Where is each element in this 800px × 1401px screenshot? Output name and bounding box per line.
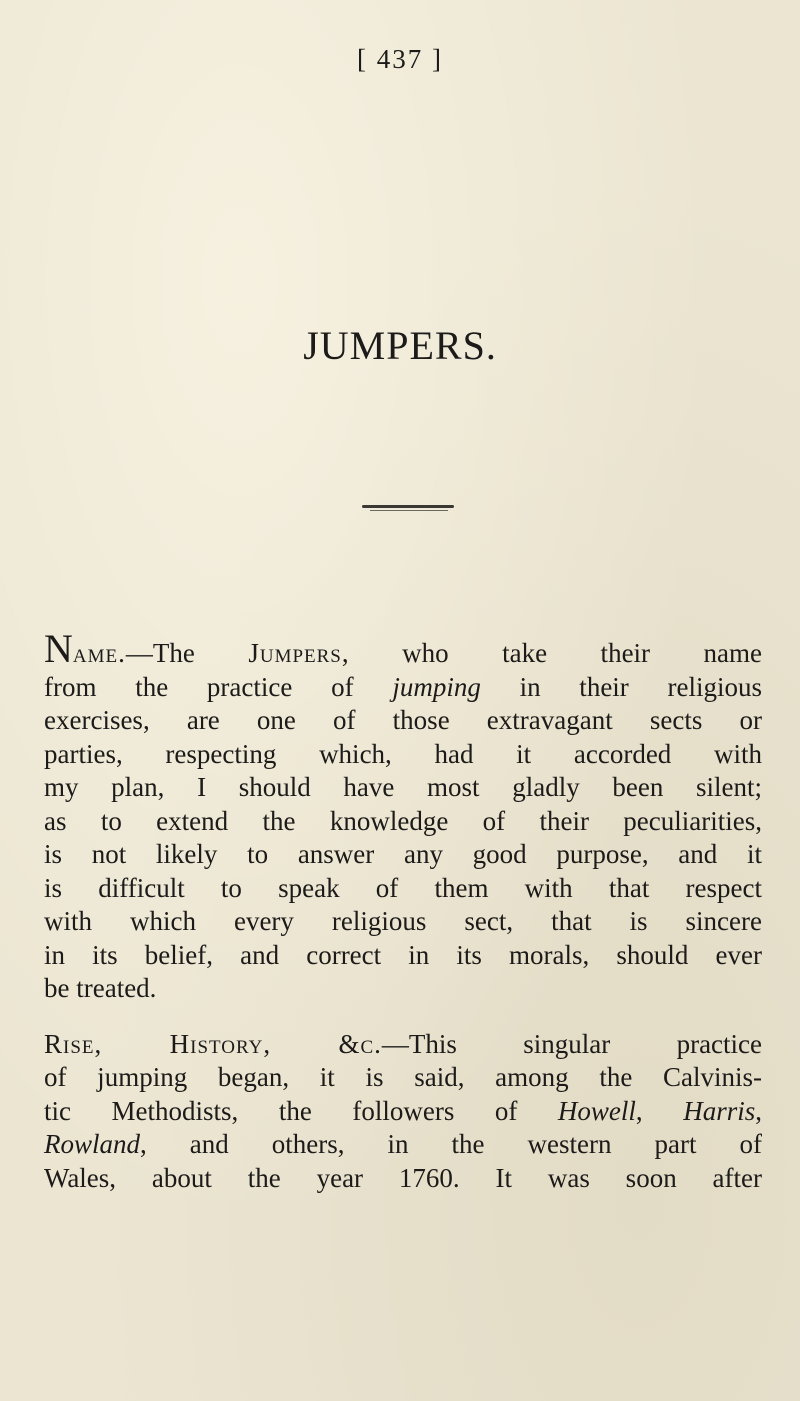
text-fragment: , [755,1095,762,1126]
text-line [44,1095,762,1129]
text-fragment: from the practice of [44,671,393,702]
section-lead: ame. [72,638,126,668]
text-fragment: , who take their name [341,638,762,668]
text-line: exercises, are one of those extravagant sects or [44,705,762,735]
text-fragment: tic Methodists, the followers of [44,1095,558,1126]
page-number: [ 437 ] [357,44,443,74]
text-line [44,1128,762,1162]
drop-letter: N [44,626,73,671]
chapter-title: JUMPERS. [303,323,497,368]
name-harris: Harris [683,1095,756,1126]
text-fragment: —This singular practice [381,1028,763,1059]
text-line [44,1028,762,1062]
text-line: as to extend the knowledge of their peculiarities, [44,805,762,836]
name-howell: Howell [557,1095,636,1126]
text-line: be treated. [44,973,157,1003]
text-line: is not likely to answer any good purpose, and it [44,839,762,869]
paragraph-rise-history [44,1028,762,1196]
paragraph-name [44,626,763,1006]
text-line [44,671,762,705]
italic-term: jumping [392,671,481,702]
dash: —The [125,638,249,668]
text-line [44,626,762,671]
body-text [44,626,763,1195]
term-jumpers: Jumpers [248,638,342,668]
text-fragment: , and others, in the western part of [140,1129,762,1159]
text-line: parties, respecting which, had it accorded with [44,738,762,769]
text-line: of jumping began, it is said, among the Calvinis- [44,1062,762,1092]
title-rule-underline [370,510,448,511]
text-line: with which every religious sect, that is sincere [44,906,762,936]
section-lead: Rise, History, &c. [44,1028,382,1059]
text-line: my plan, I should have most gladly been silent; [44,772,762,802]
text-line: Wales, about the year 1760. It was soon after [44,1162,762,1193]
text-fragment: , [635,1095,684,1126]
text-line: is difficult to speak of them with that respect [44,872,762,903]
text-line: in its belief, and correct in its morals, should ever [44,939,762,970]
title-rule [362,505,454,508]
name-rowland: Rowland [44,1129,141,1159]
text-fragment: in their religious [519,671,763,702]
